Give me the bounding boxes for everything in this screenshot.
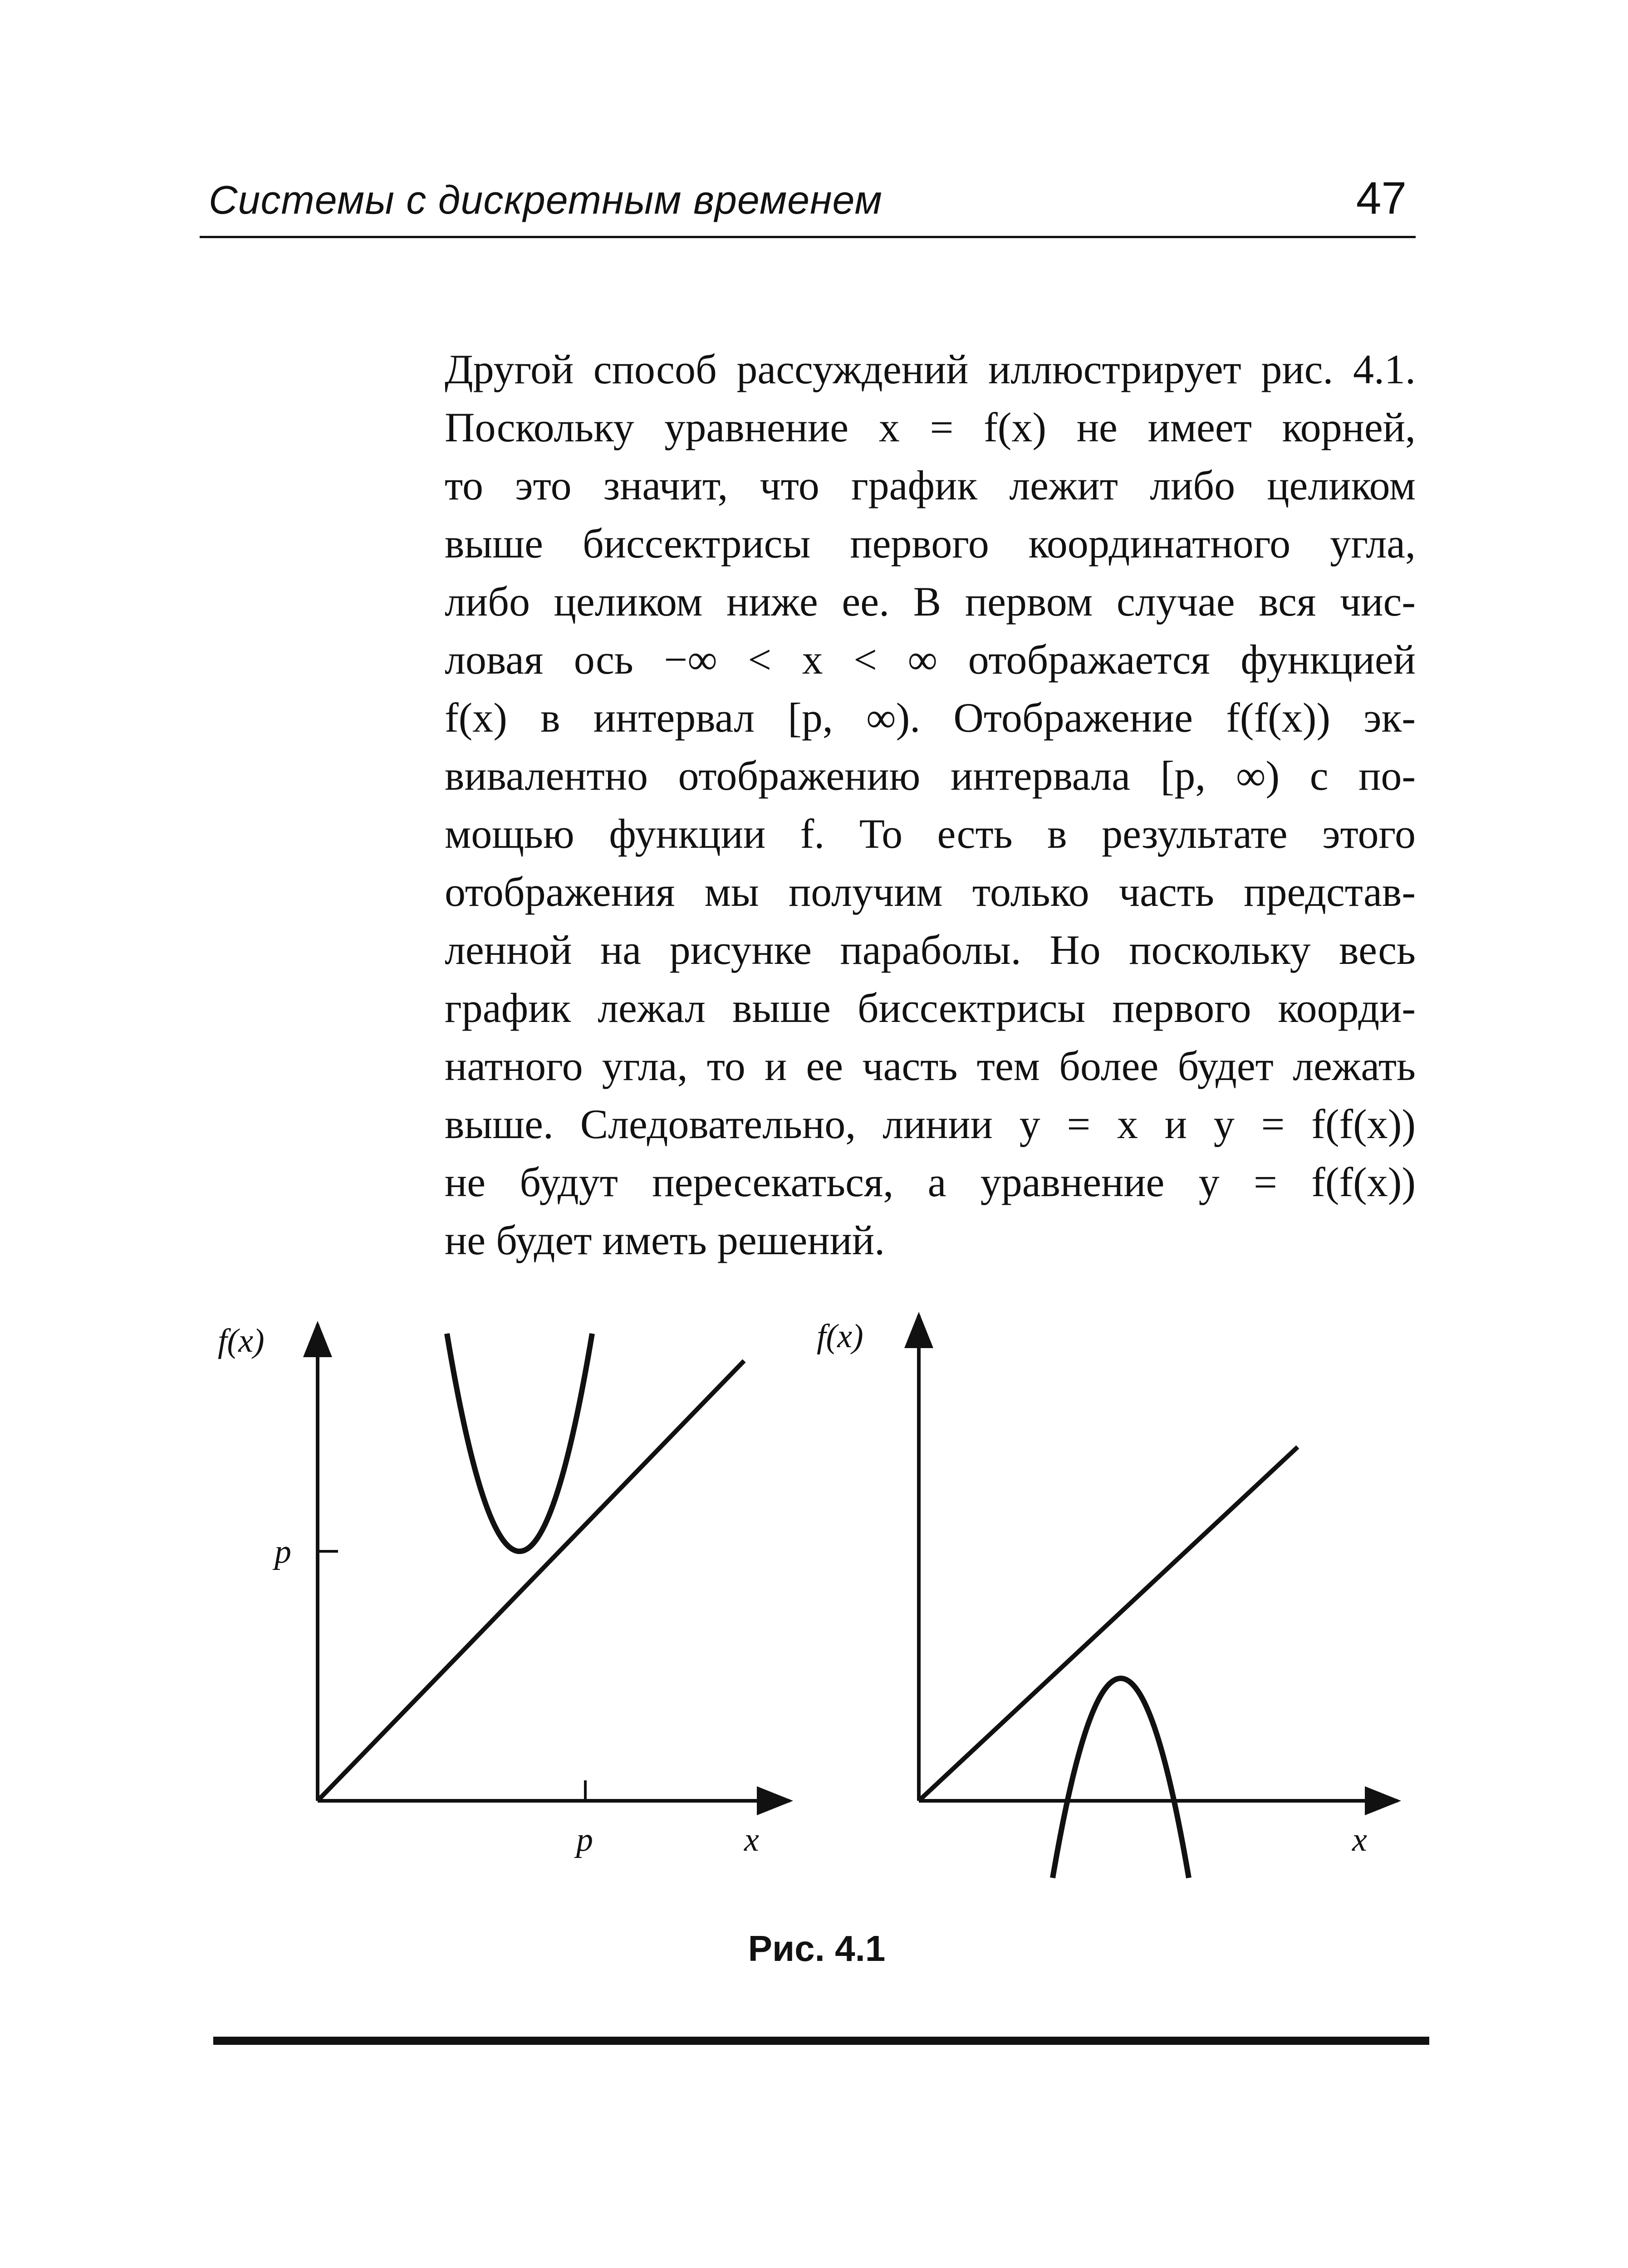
text-line: Другой способ рассуждений иллюстрирует рис. 4.1. (445, 346, 1416, 392)
left-x-axis-label: x (744, 1821, 759, 1858)
text-line: отображения мы получим только часть представ- (445, 869, 1416, 915)
left-p-label-y: p (275, 1533, 291, 1570)
left-bisector-line (318, 1361, 744, 1801)
text-line: мощью функции f. То есть в результате этого (445, 811, 1416, 857)
left-plot (218, 1322, 789, 1858)
figure-plots (200, 1302, 1434, 1892)
text-line: выше биссектрисы первого координатного угла, (445, 520, 1416, 567)
left-y-axis-label: f(x) (218, 1322, 265, 1359)
figure-4-1 (200, 1302, 1434, 1982)
text-line: выше. Следовательно, линии y = x и y = f(f(x)) (445, 1101, 1416, 1147)
text-line: натного угла, то и ее часть тем более будет лежать (445, 1043, 1416, 1089)
text-line: ловая ось −∞ < x < ∞ отображается функцией (445, 636, 1416, 683)
text-line: не будут пересекаться, а уравнение y = f(f(x)) (445, 1159, 1416, 1205)
text-line: ленной на рисунке параболы. Но поскольку весь (445, 927, 1416, 973)
body-paragraph (445, 340, 1416, 1269)
text-line: то это значит, что график лежит либо целиком (445, 462, 1416, 508)
figure-caption: Рис. 4.1 (748, 1928, 886, 1969)
text-line: график лежал выше биссектрисы первого коорди- (445, 985, 1416, 1031)
page-number: 47 (1356, 173, 1407, 224)
right-bisector-line (919, 1447, 1298, 1801)
text-line: либо целиком ниже ее. В первом случае вся чис- (445, 578, 1416, 625)
text-line: не будет иметь решений. (445, 1217, 885, 1263)
right-y-axis-label: f(x) (817, 1318, 863, 1355)
right-plot (817, 1315, 1398, 1878)
section-title: Системы с дискретным временем (209, 177, 883, 222)
right-x-axis-label: x (1352, 1821, 1367, 1858)
left-p-label-x: p (576, 1821, 593, 1858)
right-parabola (1053, 1678, 1189, 1878)
footer-rule (213, 2037, 1429, 2045)
text-line: Поскольку уравнение x = f(x) не имеет корней, (445, 404, 1416, 450)
left-parabola (447, 1334, 592, 1551)
running-head (200, 168, 1416, 238)
text-line: вивалентно отображению интервала [p, ∞) с по- (445, 753, 1416, 799)
text-line: f(x) в интервал [p, ∞). Отображение f(f(x)) эк- (445, 694, 1416, 741)
